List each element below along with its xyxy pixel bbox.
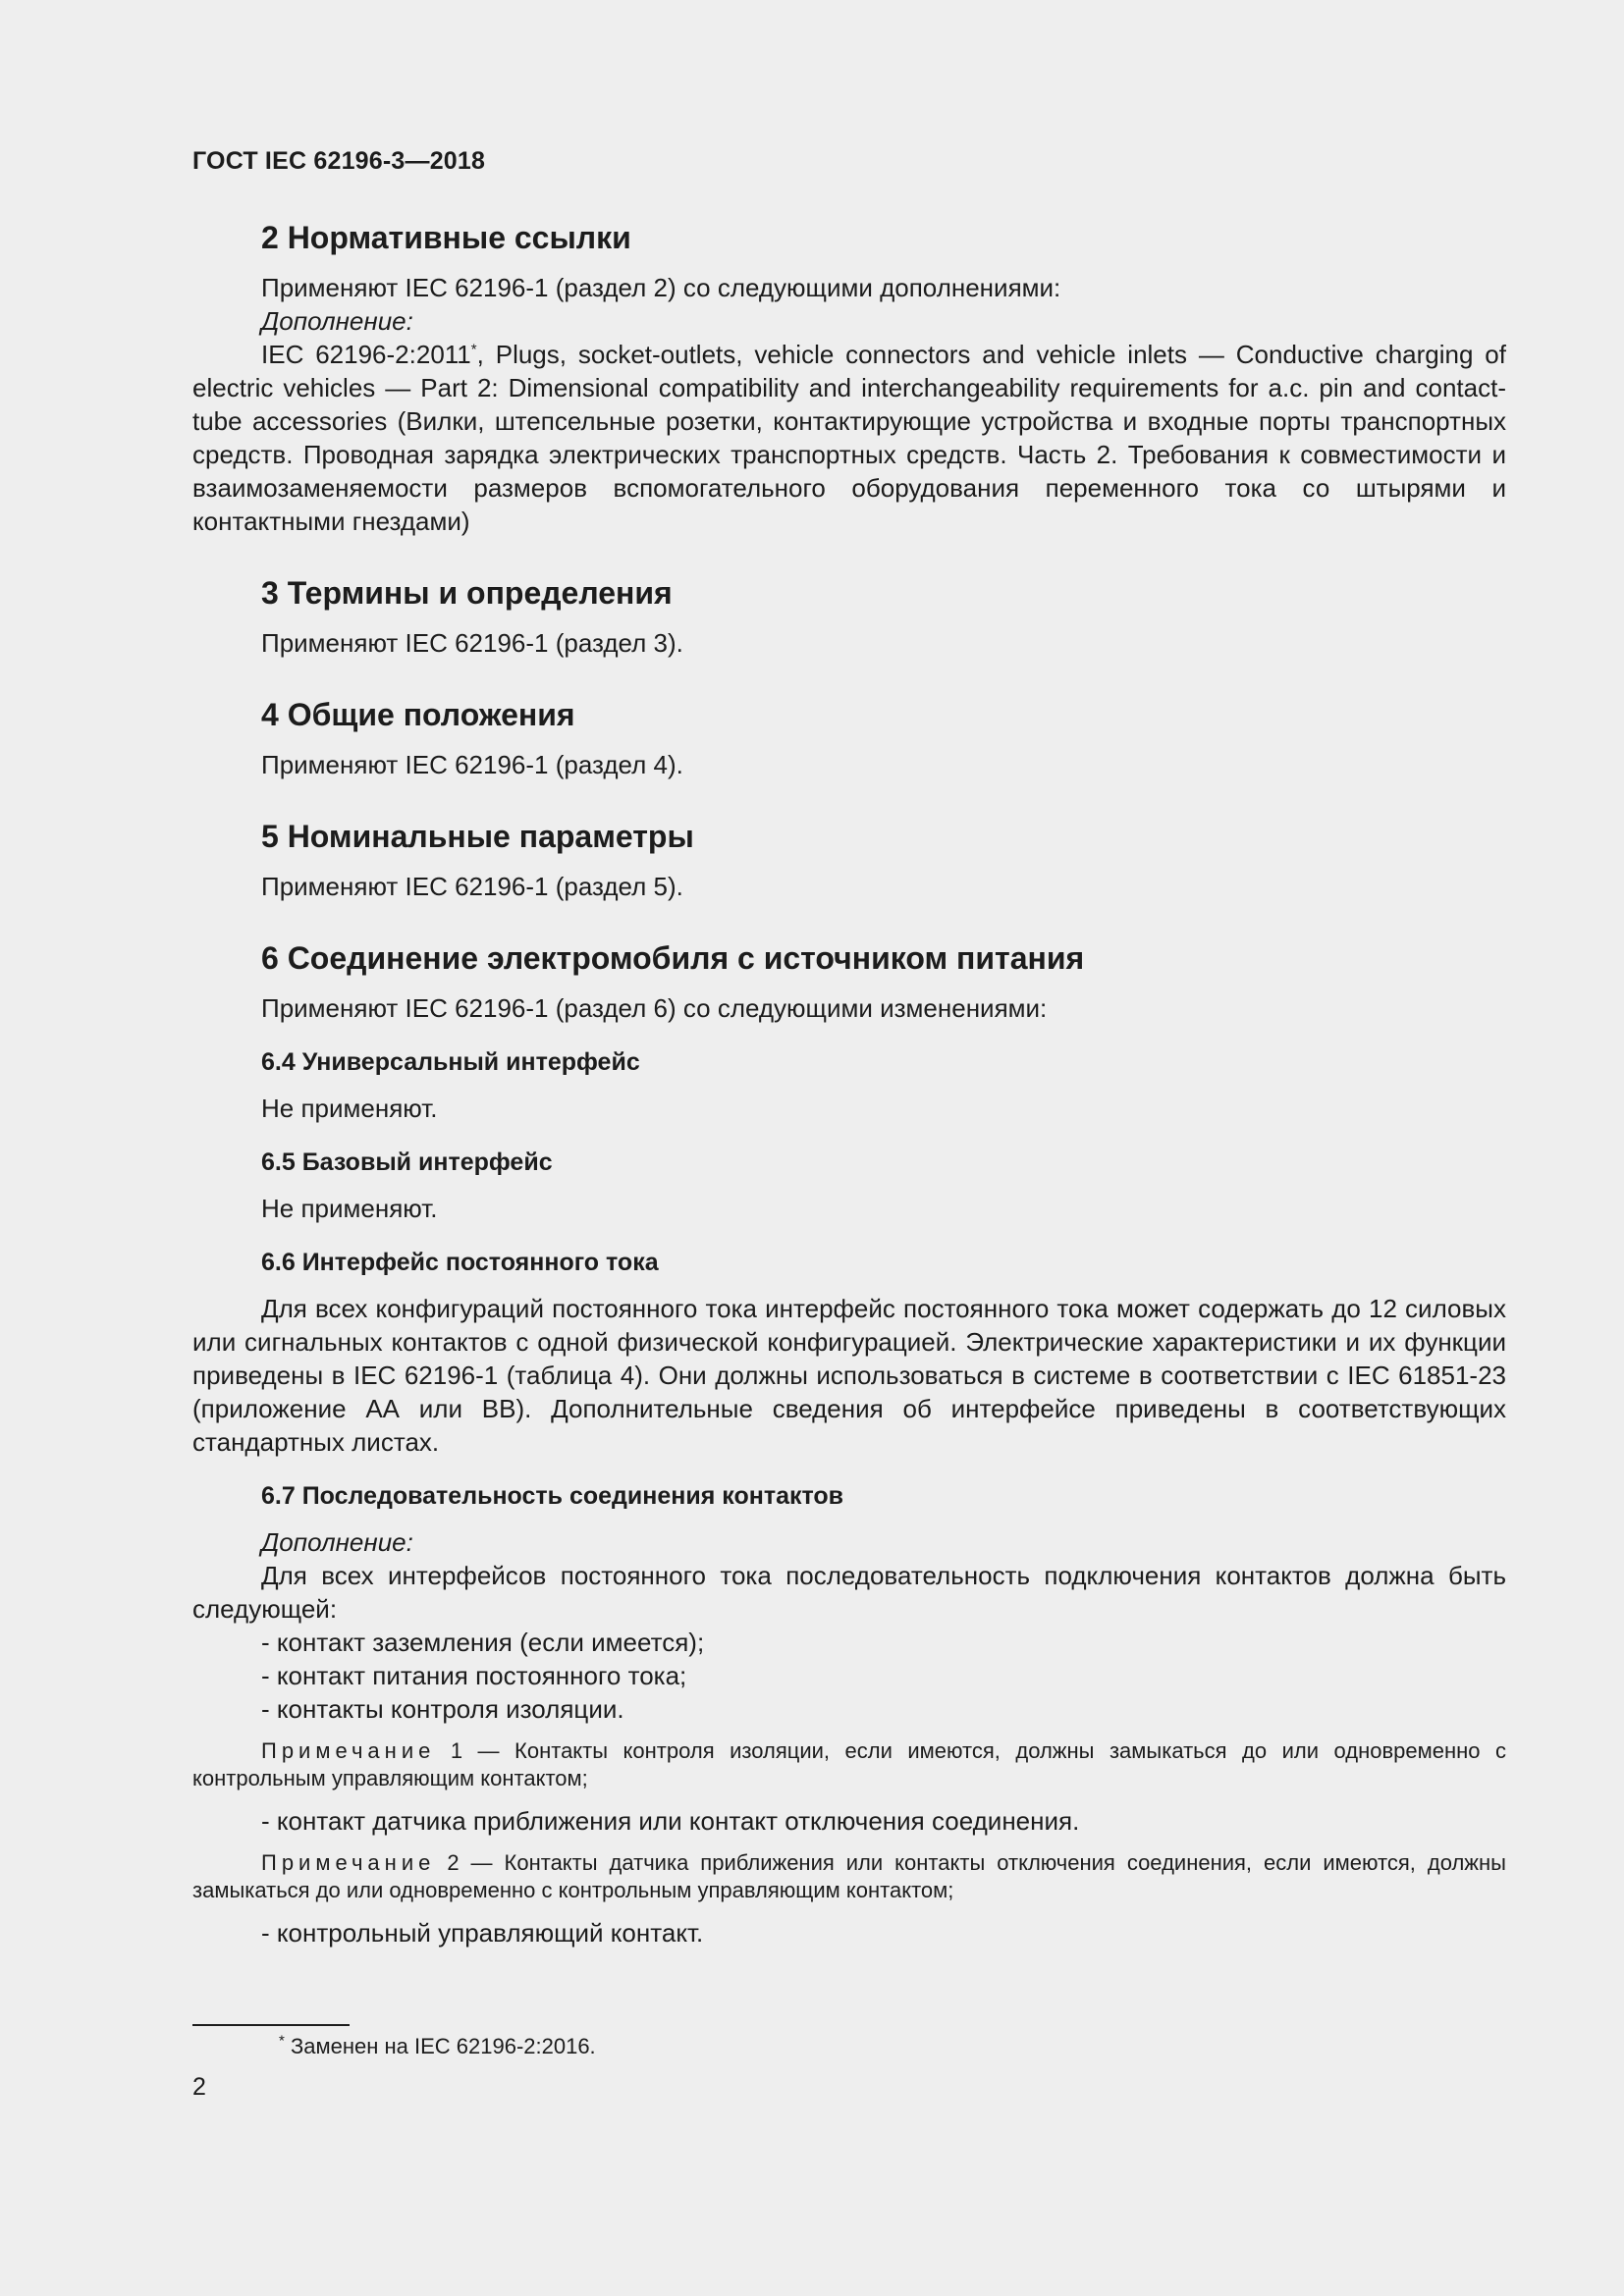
note-2-text: 2 — Контакты датчика приближения или контакты отключения соединения, если имеются, должны замыкаться до или одновременно с контрольным управляющим контактом; bbox=[192, 1850, 1506, 1902]
footnote-mark: * bbox=[279, 2032, 285, 2050]
list-item-control-pilot: - контрольный управляющий контакт. bbox=[261, 1918, 704, 1948]
subsection-6-5-heading: 6.5 Базовый интерфейс bbox=[261, 1148, 553, 1176]
list-item-dc-power: - контакт питания постоянного тока; bbox=[261, 1661, 687, 1690]
section-3-text: Применяют IEC 62196-1 (раздел 3). bbox=[261, 628, 683, 658]
section-6-intro: Применяют IEC 62196-1 (раздел 6) со следующими изменениями: bbox=[261, 993, 1048, 1023]
section-5-heading: 5 Номинальные параметры bbox=[261, 819, 694, 854]
section-2-reference bbox=[192, 338, 1506, 538]
list-item-proximity: - контакт датчика приближения или контакт отключения соединения. bbox=[261, 1806, 1080, 1836]
section-4-heading: 4 Общие положения bbox=[261, 697, 575, 732]
note-1 bbox=[192, 1737, 1506, 1792]
subsection-6-6-text: Для всех конфигураций постоянного тока интерфейс постоянного тока может содержать до 12 силовых или сигнальных контактов с одной физической конфигурацией. Электрические характеристики и их функции приведены в IEC 62196-1 (таблица 4). Они должны использоваться в системе в соответствии с IEC 61851-23 (приложение АА или ВВ). Дополнительные сведения об интерфейсе приведены в соответствующих стандартных листах. bbox=[192, 1294, 1506, 1457]
section-2-addition: Дополнение: bbox=[261, 306, 413, 336]
subsection-6-7-addition: Дополнение: bbox=[261, 1527, 413, 1557]
subsection-6-5-text: Не применяют. bbox=[261, 1194, 438, 1223]
section-2-intro: Применяют IEC 62196-1 (раздел 2) со следующими дополнениями: bbox=[261, 273, 1061, 302]
footnote-marker[interactable]: * bbox=[470, 341, 477, 358]
footnote bbox=[279, 2032, 596, 2061]
reference-text: , Plugs, socket-outlets, vehicle connectors and vehicle inlets — Conductive charging of electric vehicles — Part 2: Dimensional compatibility and interchangeability requirements for a.c. pin and contact-tube accessories (Вилки, штепсельные розетки, контактирующие устройства и входные порты транспортных средств. Проводная зарядка электрических транспортных средств. Часть 2. Требования к совместимости и взаимозаменяемости размеров вспомогательного оборудования переменного тока со штырями и контактными гнездами) bbox=[192, 340, 1506, 536]
subsection-6-4-heading: 6.4 Универсальный интерфейс bbox=[261, 1048, 640, 1076]
list-item-isolation: - контакты контроля изоляции. bbox=[261, 1694, 624, 1724]
reference-code: IEC 62196-2:2011 bbox=[261, 340, 471, 369]
footnote-text: Заменен на IEC 62196-2:2016. bbox=[284, 2034, 596, 2058]
note-2 bbox=[192, 1849, 1506, 1904]
footnote-divider bbox=[192, 2024, 350, 2026]
note-2-label: Примечание bbox=[261, 1850, 436, 1875]
section-6-heading: 6 Соединение электромобиля с источником питания bbox=[261, 940, 1085, 976]
page-number: 2 bbox=[192, 2073, 206, 2101]
subsection-6-7-text: Для всех интерфейсов постоянного тока последовательность подключения контактов должна быть следующей: bbox=[192, 1561, 1506, 1624]
subsection-6-7-heading: 6.7 Последовательность соединения контактов bbox=[261, 1482, 844, 1510]
section-2-heading: 2 Нормативные ссылки bbox=[261, 220, 631, 255]
section-3-heading: 3 Термины и определения bbox=[261, 575, 673, 611]
subsection-6-4-text: Не применяют. bbox=[261, 1094, 438, 1123]
list-item-ground: - контакт заземления (если имеется); bbox=[261, 1628, 705, 1657]
note-1-label: Примечание bbox=[261, 1738, 436, 1763]
note-1-text: 1 — Контакты контроля изоляции, если имеются, должны замыкаться до или одновременно с контрольным управляющим контактом; bbox=[192, 1738, 1506, 1790]
section-5-text: Применяют IEC 62196-1 (раздел 5). bbox=[261, 872, 683, 901]
section-4-text: Применяют IEC 62196-1 (раздел 4). bbox=[261, 750, 683, 779]
document-code: ГОСТ IEC 62196-3—2018 bbox=[192, 147, 486, 175]
page-content bbox=[192, 218, 1506, 1949]
subsection-6-6-heading: 6.6 Интерфейс постоянного тока bbox=[261, 1249, 659, 1276]
